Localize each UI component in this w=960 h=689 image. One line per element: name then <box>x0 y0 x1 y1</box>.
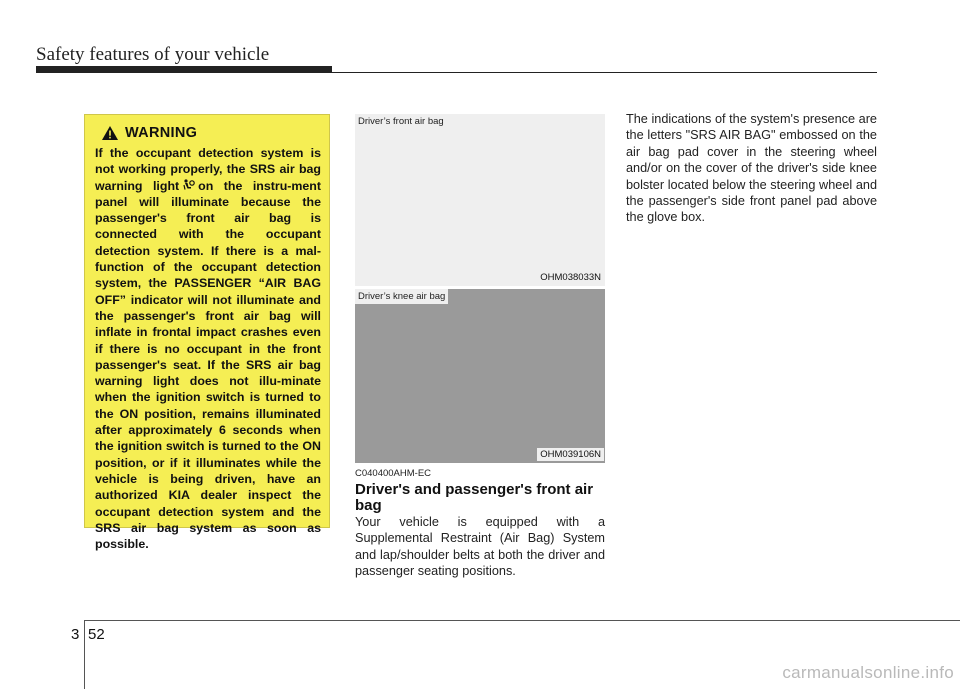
page-number: 52 <box>88 626 105 643</box>
figure-code: OHM039106N <box>537 448 604 461</box>
warning-header <box>101 125 321 141</box>
warning-title: WARNING <box>125 125 198 141</box>
footer-rule <box>84 620 960 621</box>
chapter-number: 3 <box>71 626 80 643</box>
figure-code: OHM038033N <box>537 271 604 284</box>
figure-label: Driver’s knee air bag <box>355 289 448 304</box>
section-heading: Driver's and passenger's front air bag <box>355 481 594 514</box>
section-body: Your vehicle is equipped with a Supplemental Restraint (Air Bag) System and lap/shoulder belts at both the driver and passenger seating positions. <box>355 515 605 579</box>
warning-text-part1: If the occupant detection system is not working properly, the SRS air bag warning light <box>95 146 321 193</box>
warning-text-part2: on the instru-ment panel will illuminate because the passenger's front air bag is connected with the occupant detection system. If there is a mal-function of the occupant detection system, the PASSENGER “AIR BAG OFF” indicator will not illuminate and the passenger's front air bag will inflate in frontal impact crashes even if there is no occupant in the front passenger's seat. If the SRS air bag warning light does not illu-minate when the ignition switch is turned to the ON position, remains illuminated after approximately 6 seconds when the ignition switch is turned to the ON position, or if it illuminates while the vehicle is being driven, have an authorized KIA dealer inspect the occupant detection system and the SRS air bag system as soon as possible. <box>95 178 321 552</box>
header-rule <box>36 72 877 73</box>
figure-driver-knee-air-bag <box>355 289 605 463</box>
warning-box <box>84 114 330 552</box>
footer-divider <box>84 620 85 689</box>
section-code: C040400AHM-EC <box>355 468 432 479</box>
airbag-warning-light-icon <box>182 179 195 191</box>
warning-text <box>95 145 321 552</box>
warning-triangle-icon <box>101 125 119 141</box>
section-body-right: The indications of the system's presence are the letters "SRS AIR BAG" embossed on the air bag pad cover in the steering wheel and/or on the cover of the driver's side knee bolster located below the steering wheel and the passenger's side front panel pad above the glove box. <box>626 112 877 225</box>
figure-label: Driver’s front air bag <box>355 114 447 129</box>
page-header-title: Safety features of your vehicle <box>36 44 270 65</box>
watermark-text: carmanualsonline.info <box>782 663 954 682</box>
figure-driver-front-air-bag <box>355 114 605 286</box>
